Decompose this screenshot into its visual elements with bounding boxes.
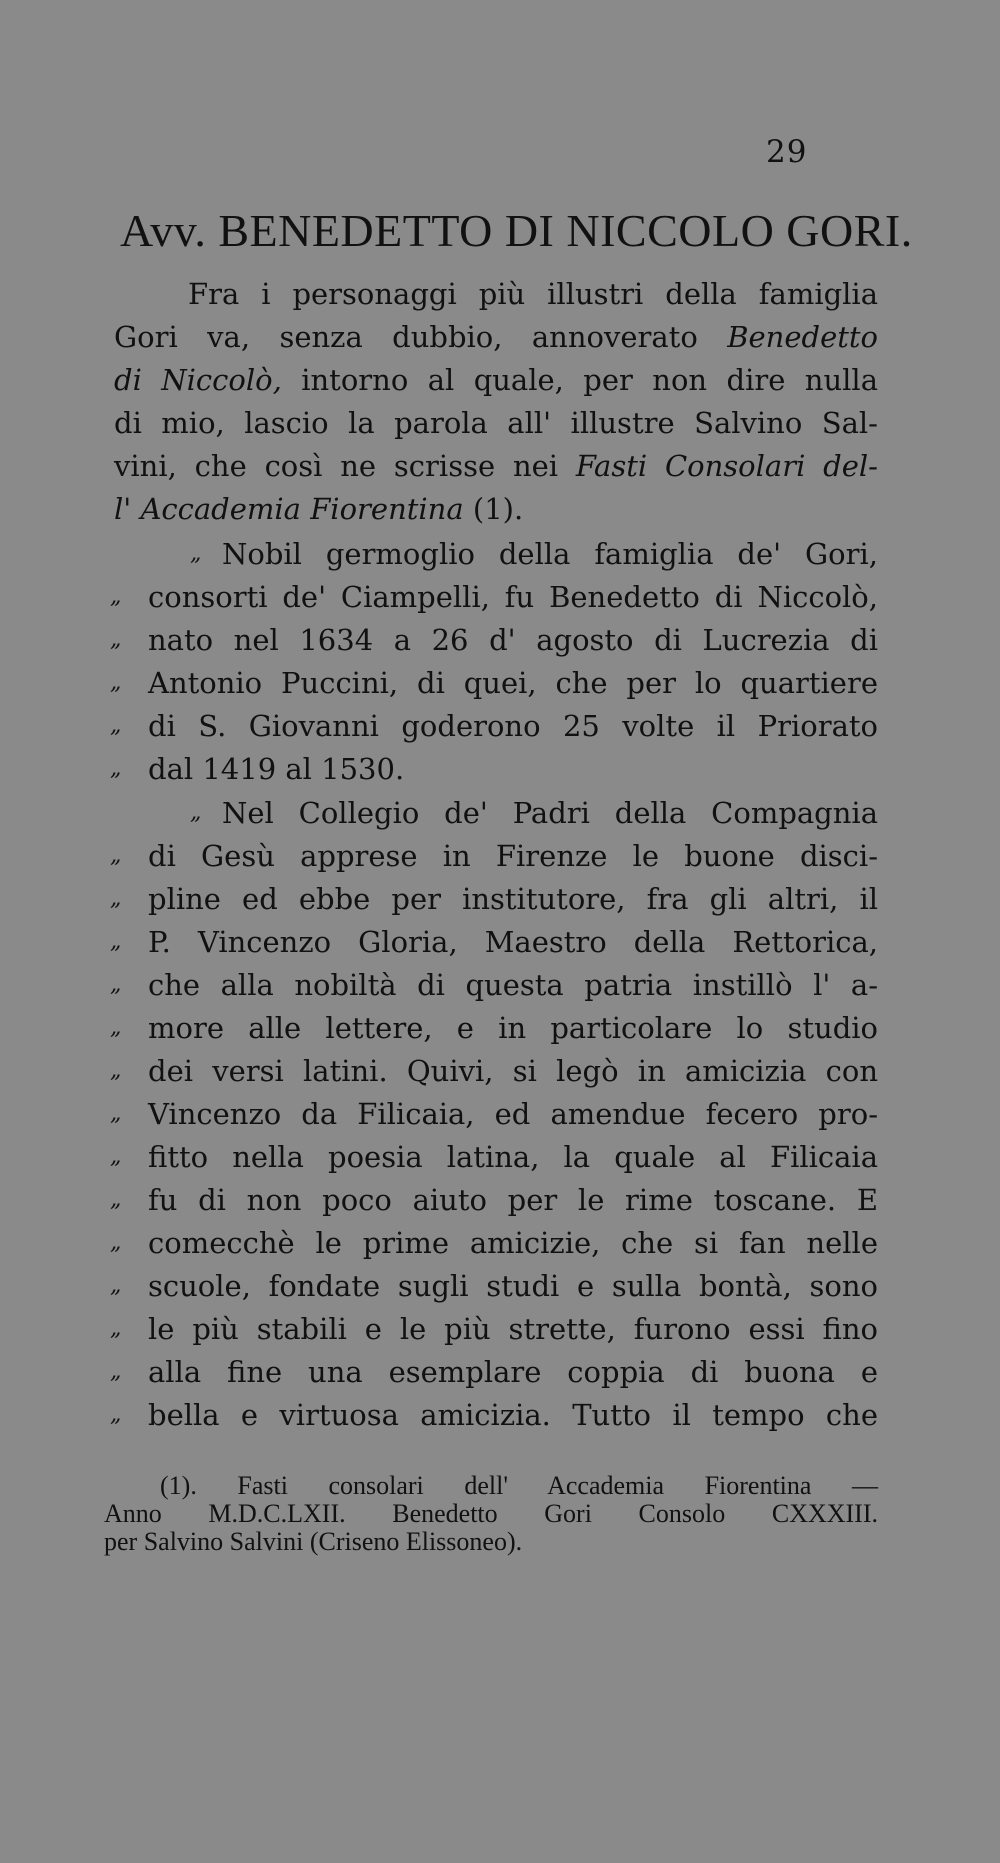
intro-line: l' Accademia Fiorentina (1). xyxy=(114,492,524,526)
quote-line: scuole, fondate sugli studi e sulla bontà, sono xyxy=(148,1269,878,1303)
quote-line: le più stabili e le più strette, furono essi fino xyxy=(148,1312,878,1346)
quote-line: Antonio Puccini, di quei, che per lo quartiere xyxy=(148,666,878,700)
quote-line: consorti de' Ciampelli, fu Benedetto di Niccolò, xyxy=(148,580,878,614)
quote-mark: „ xyxy=(110,627,122,652)
footnote-line: per Salvino Salvini (Criseno Elissoneo). xyxy=(104,1527,523,1556)
quote-mark: „ xyxy=(110,1230,122,1255)
quote-mark: „ xyxy=(110,1058,122,1083)
quote-mark: „ xyxy=(110,670,122,695)
quote-line: Nel Collegio de' Padri della Compagnia xyxy=(222,796,878,830)
quote-line: bella e virtuosa amicizia. Tutto il tempo che xyxy=(148,1398,878,1432)
quote-mark: „ xyxy=(110,929,122,954)
quote-line: dei versi latini. Quivi, si legò in amicizia con xyxy=(148,1054,878,1088)
quote-mark: „ xyxy=(190,541,202,566)
quote-mark: „ xyxy=(110,756,122,781)
quote-line: che alla nobiltà di questa patria instillò l' a- xyxy=(148,968,878,1002)
quote-mark: „ xyxy=(110,1101,122,1126)
page-number: 29 xyxy=(766,134,808,170)
quote-mark: „ xyxy=(110,972,122,997)
quote-line: fitto nella poesia latina, la quale al Filicaia xyxy=(148,1140,878,1174)
quote-line: fu di non poco aiuto per le rime toscane. E xyxy=(148,1183,878,1217)
footnote-line: Anno M.D.C.LXII. Benedetto Gori Consolo CXXXIII. xyxy=(104,1499,878,1528)
quote-mark: „ xyxy=(190,800,202,825)
intro-line: Gori va, senza dubbio, annoverato Benedetto xyxy=(114,320,878,354)
intro-line: di mio, lascio la parola all' illustre Salvino Sal- xyxy=(114,406,878,440)
quote-mark: „ xyxy=(110,1273,122,1298)
intro-line: di Niccolò, intorno al quale, per non dire nulla xyxy=(114,363,878,397)
quote-line: di Gesù apprese in Firenze le buone disci- xyxy=(148,839,878,873)
quote-line: Nobil germoglio della famiglia de' Gori, xyxy=(222,537,878,571)
quote-mark: „ xyxy=(110,713,122,738)
quote-mark: „ xyxy=(110,843,122,868)
intro-line: vini, che così ne scrisse nei Fasti Consolari del- xyxy=(114,449,878,483)
footnote-line: (1). Fasti consolari dell' Accademia Fiorentina — xyxy=(160,1471,878,1500)
quote-line: alla fine una esemplare coppia di buona e xyxy=(148,1355,878,1389)
quote-mark: „ xyxy=(110,1144,122,1169)
quote-line: nato nel 1634 a 26 d' agosto di Lucrezia di xyxy=(148,623,878,657)
quote-line: pline ed ebbe per institutore, fra gli altri, il xyxy=(148,882,878,916)
quote-line: Vincenzo da Filicaia, ed amendue fecero pro- xyxy=(148,1097,878,1131)
quote-mark: „ xyxy=(110,1187,122,1212)
quote-mark: „ xyxy=(110,886,122,911)
quote-mark: „ xyxy=(110,1402,122,1427)
quote-mark: „ xyxy=(110,1359,122,1384)
quote-line: comecchè le prime amicizie, che si fan nelle xyxy=(148,1226,878,1260)
quote-line: P. Vincenzo Gloria, Maestro della Rettorica, xyxy=(148,925,878,959)
quote-mark: „ xyxy=(110,584,122,609)
chapter-title: Avv. BENEDETTO DI NICCOLO GORI. xyxy=(120,205,913,256)
quote-line: more alle lettere, e in particolare lo studio xyxy=(148,1011,878,1045)
quote-mark: „ xyxy=(110,1015,122,1040)
quote-line: di S. Giovanni goderono 25 volte il Priorato xyxy=(148,709,878,743)
quote-mark: „ xyxy=(110,1316,122,1341)
intro-line: Fra i personaggi più illustri della famiglia xyxy=(188,277,878,311)
quote-line: dal 1419 al 1530. xyxy=(148,752,405,786)
